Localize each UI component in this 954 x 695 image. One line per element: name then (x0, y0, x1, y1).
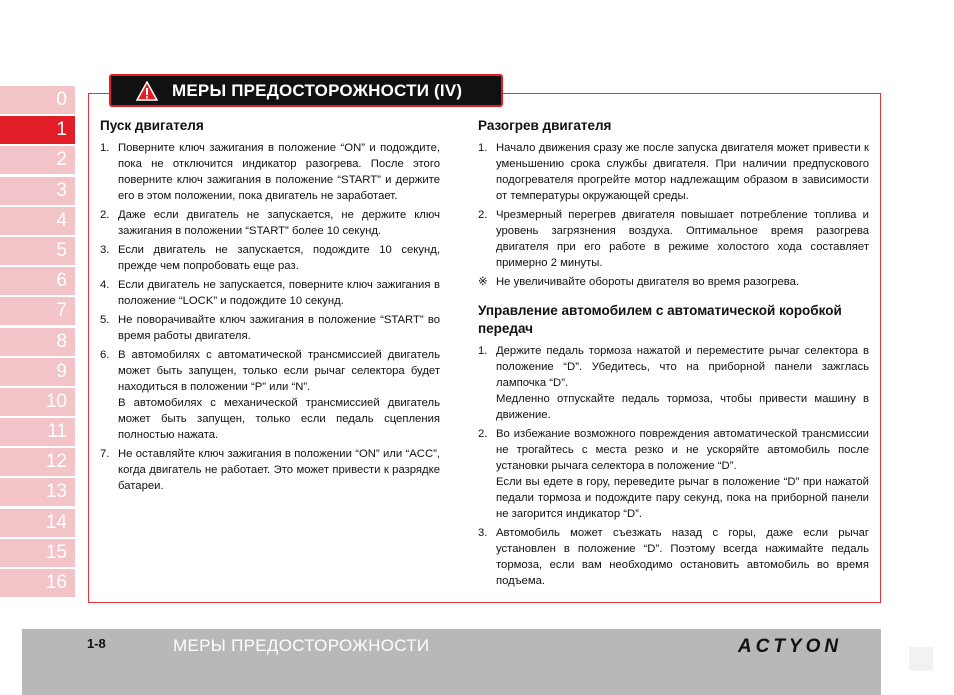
chapter-tab-13[interactable]: 13 (0, 478, 75, 506)
list-item: 7. Не оставляйте ключ зажигания в положении “ON” или “ACC”, когда двигатель не работает. Это может привести к разрядке батареи. (100, 448, 440, 492)
warmup-note: ※ Не увеличивайте обороты двигателя во время разогрева. (478, 276, 800, 288)
chapter-tab-8[interactable]: 8 (0, 328, 75, 356)
engine-start-list (100, 140, 440, 494)
engine-start-title: Пуск двигателя (100, 118, 204, 133)
list-item: 1. Начало движения сразу же после запуска двигателя может привести к уменьшению срока службы двигателя. При наличии предпускового подогревателя прогрейте мотор надлежащим образом в зависимости от температуры окружающей среды. (478, 142, 869, 202)
chapter-tab-3[interactable]: 3 (0, 177, 75, 205)
chapter-tabs (0, 86, 75, 599)
list-item: 2. Чрезмерный перегрев двигателя повышает потребление топлива и уровень загрязнения воздуха. Оптимальное время разогрева двигателя при его работе в режиме холостого хода составляет примерно 2 минуты. (478, 209, 869, 269)
actyon-logo (710, 636, 870, 654)
chapter-tab-0[interactable]: 0 (0, 86, 75, 114)
section-banner (109, 74, 503, 107)
corner-mark (909, 647, 933, 671)
footer-title: МЕРЫ ПРЕДОСТОРОЖНОСТИ (173, 636, 430, 655)
chapter-tab-12[interactable]: 12 (0, 448, 75, 476)
chapter-tab-1[interactable]: 1 (0, 116, 75, 144)
chapter-tab-5[interactable]: 5 (0, 237, 75, 265)
list-item: 1. Поверните ключ зажигания в положение “ON” и подождите, пока не отключится индикатор разогрева. После этого поверните ключ зажигания в положение “START” и держите его в этом положении, пока двигатель не заработает. (100, 142, 440, 202)
auto-transmission-title: Управление автомобилем с автоматической коробкой передач (478, 303, 842, 336)
engine-start-section (100, 117, 440, 497)
right-column (478, 117, 869, 592)
list-item: 1. Держите педаль тормоза нажатой и переместите рычаг селектора в положение “D”. Убедитесь, что на приборной панели зажглась лампочка “D”. Медленно отпускайте педаль тормоза, чтобы привести машину в движение. (478, 345, 869, 421)
auto-transmission-list (478, 343, 869, 589)
list-item: 2. Даже если двигатель не запускается, не держите ключ зажигания в положении “START” более 10 секунд. (100, 209, 440, 237)
warmup-list (478, 140, 869, 271)
page-number: 1-8 (87, 636, 106, 651)
warmup-title: Разогрев двигателя (478, 118, 612, 133)
note-symbol: ※ (478, 276, 488, 288)
list-item: 4. Если двигатель не запускается, поверните ключ зажигания в положение “LOCK” и подождите 10 секунд. (100, 279, 440, 307)
chapter-tab-16[interactable]: 16 (0, 569, 75, 597)
list-item: 2. Во избежание возможного повреждения автоматической трансмиссии не трогайтесь с места резко и не ускоряйте автомобиль после установки рычага селектора в положение “D”. Если вы едете в гору, переведите рычаг в положение “D” при нажатой педали тормоза и подождите пару секунд, пока на приборной панели не загорится индикатор “D”. (478, 428, 869, 520)
list-item: 5. Не поворачивайте ключ зажигания в положение “START” во время работы двигателя. (100, 314, 440, 342)
chapter-tab-14[interactable]: 14 (0, 509, 75, 537)
svg-text:ACTYON: ACTYON (737, 636, 843, 654)
list-item: 3. Если двигатель не запускается, подождите 10 секунд, прежде чем попробовать еще раз. (100, 244, 440, 272)
chapter-tab-6[interactable]: 6 (0, 267, 75, 295)
chapter-tab-10[interactable]: 10 (0, 388, 75, 416)
warning-triangle-icon (136, 81, 158, 101)
chapter-tab-15[interactable]: 15 (0, 539, 75, 567)
list-item: 3. Автомобиль может съезжать назад с горы, даже если рычаг установлен в положение “D”. Поэтому всегда нажимайте педаль тормоза, если вам необходимо остановить автомобиль во время подъема. (478, 527, 869, 587)
chapter-tab-11[interactable]: 11 (0, 418, 75, 446)
chapter-tab-7[interactable]: 7 (0, 297, 75, 325)
list-item: 6. В автомобилях с автоматической трансмиссией двигатель может быть запущен, только если рычаг селектора будет находиться в положении “P” или “N”. В автомобилях с механической трансмиссией двигатель может быть запущен, только если педаль сцепления полностью нажата. (100, 349, 440, 441)
chapter-tab-4[interactable]: 4 (0, 207, 75, 235)
chapter-tab-2[interactable]: 2 (0, 146, 75, 174)
chapter-tab-9[interactable]: 9 (0, 358, 75, 386)
page-title: МЕРЫ ПРЕДОСТОРОЖНОСТИ (IV) (172, 80, 463, 100)
